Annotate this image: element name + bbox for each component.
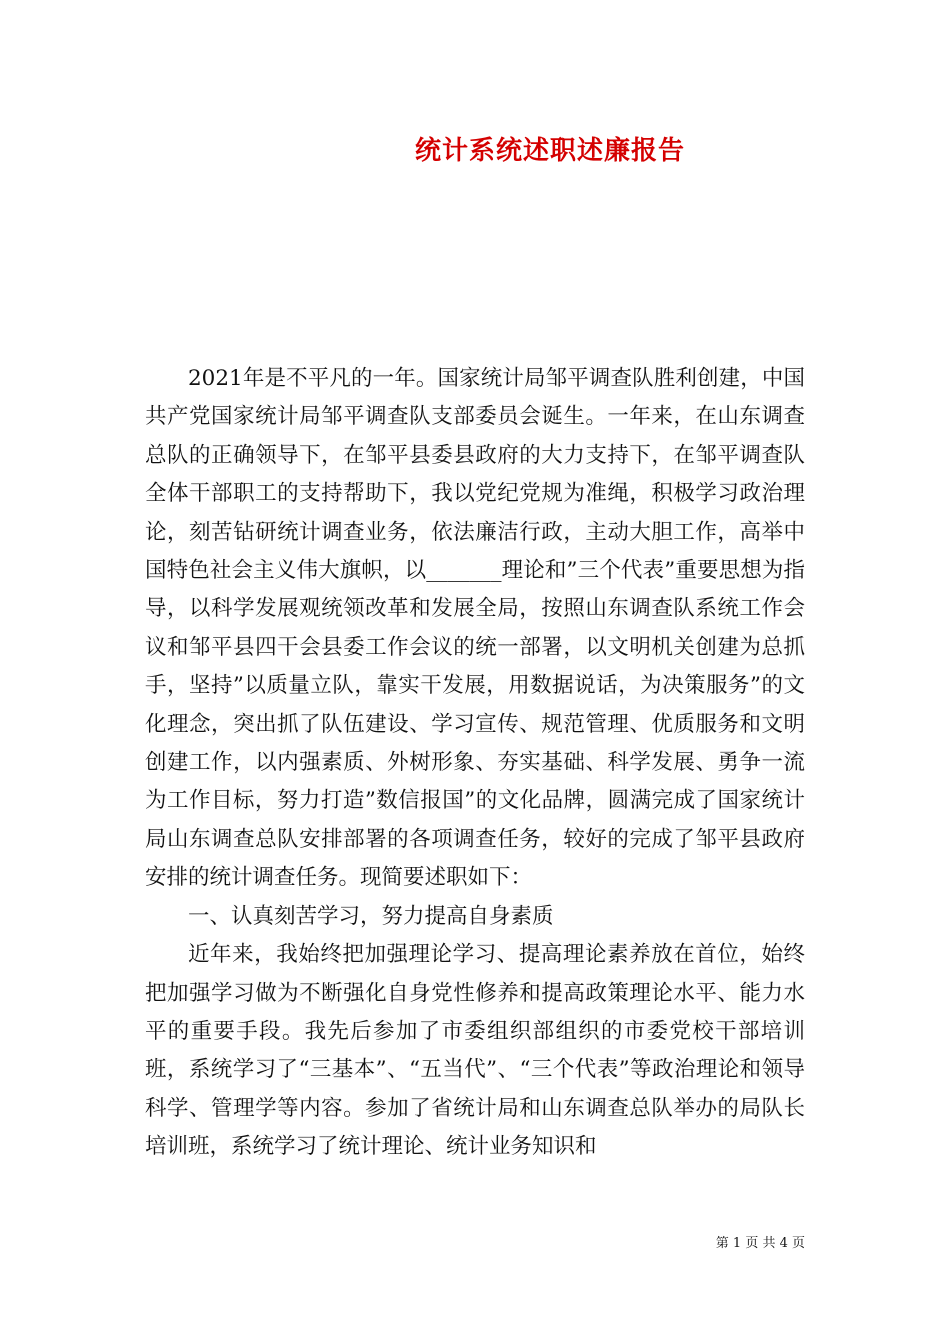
document-title: 统计系统述职述廉报告 (414, 136, 685, 166)
document-body (145, 360, 805, 1167)
paragraph-study: 近年来，我始终把加强理论学习、提高理论素养放在首位，始终把加强学习做为不断强化自身党性修养和提高政策理论水平、能力水平的重要手段。我先后参加了市委组织部组织的市委党校干部培训班，系统学习了“三基本”、“五当代”、“三个代表”等政治理论和领导科学、管理学等内容。参加了省统计局和山东调查总队举办的局队长培训班，系统学习了统计理论、统计业务知识和 (145, 942, 805, 1160)
page-number: 第 1 页 共 4 页 (715, 1236, 805, 1251)
section-heading-1: 一、认真刻苦学习，努力提高自身素质 (188, 903, 554, 929)
paragraph-intro: 2021年是不平凡的一年。国家统计局邹平调查队胜利创建，中国共产党国家统计局邹平调查队支部委员会诞生。一年来，在山东调查总队的正确领导下，在邹平县委县政府的大力支持下，在邹平调查队全体干部职工的支持帮助下，我以党纪党规为准绳，积极学习政治理论，刻苦钻研统计调查业务，依法廉洁行政，主动大胆工作，高举中国特色社会主义伟大旗帜，以_______理论和”三个代表”重要思想为指导，以科学发展观统领改革和发展全局，按照山东调查队系统工作会议和邹平县四干会县委工作会议的统一部署，以文明机关创建为总抓手，坚持”以质量立队，靠实干发展，用数据说话，为决策服务”的文化理念，突出抓了队伍建设、学习宣传、规范管理、优质服务和文明创建工作，以内强素质、外树形象、夯实基础、科学发展、勇争一流为工作目标，努力打造”数信报国”的文化品牌，圆满完成了国家统计局山东调查总队安排部署的各项调查任务，较好的完成了邹平县政府安排的统计调查任务。现简要述职如下： (145, 366, 805, 891)
